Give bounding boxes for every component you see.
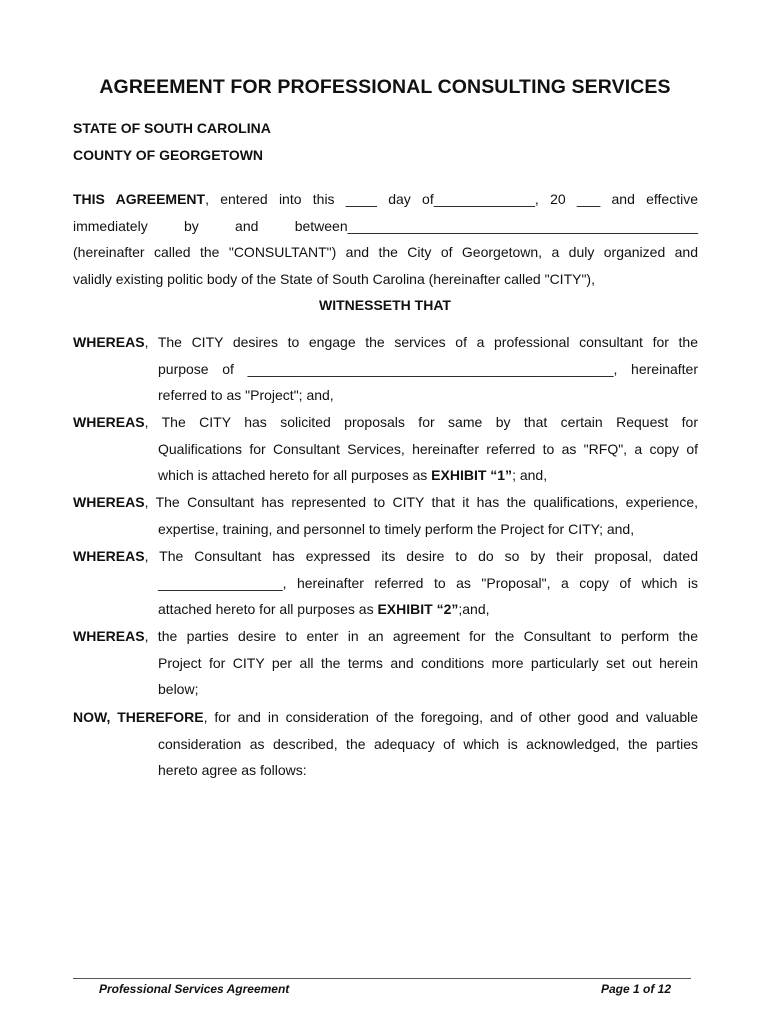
clause-line: Project for CITY per all the terms and conditions more particularly set out herein: [158, 654, 698, 671]
clause-first-line: NOW, THEREFORE, for and in consideration of the foregoing, and of other good and valuable: [73, 709, 699, 725]
whereas-clause-3: [73, 489, 698, 542]
intro-lead: THIS AGREEMENT: [73, 191, 206, 207]
clause-line: referred to as "Project"; and,: [158, 387, 334, 404]
state-heading: STATE OF SOUTH CAROLINA: [73, 120, 271, 136]
intro-line-3: (hereinafter called the "CONSULTANT") and the City of Georgetown, a duly organized and: [73, 244, 698, 261]
clause-line: purpose of _______________________________________________, hereinafter: [158, 360, 698, 377]
witnesseth-heading: WITNESSETH THAT: [319, 297, 451, 313]
clause-line: attached hereto for all purposes as EXHIBIT “2”;and,: [158, 601, 490, 618]
clause-line: expertise, training, and personnel to timely perform the Project for CITY; and,: [158, 520, 635, 537]
clause-first-line: WHEREAS, The Consultant has represented to CITY that it has the qualifications, experience,: [73, 494, 698, 510]
intro-paragraph: [73, 186, 698, 292]
exhibit-1-label: EXHIBIT “1”: [431, 467, 513, 484]
clause-line: consideration as described, the adequacy of which is acknowledged, the parties: [158, 735, 698, 752]
intro-line-4: validly existing politic body of the State of South Carolina (hereinafter called "CITY"),: [73, 270, 595, 287]
clause-first-line: WHEREAS, the parties desire to enter in an agreement for the Consultant to perform the: [73, 628, 698, 644]
page-number: Page 1 of 12: [600, 982, 671, 996]
intro-line-2: immediately by and between_____________________________________________: [73, 217, 698, 234]
clause-first-line: WHEREAS, The Consultant has expressed its desire to do so by their proposal, dated: [73, 548, 698, 564]
clause-line: below;: [158, 681, 199, 698]
footer-divider: [73, 978, 691, 979]
whereas-clause-5: [73, 623, 698, 703]
whereas-clause-1: [73, 329, 698, 409]
clause-first-line: WHEREAS, The CITY desires to engage the services of a professional consultant for the: [73, 334, 698, 350]
clause-line: hereto agree as follows:: [158, 762, 307, 779]
whereas-clause-2: [73, 409, 698, 489]
footer-title: Professional Services Agreement: [99, 982, 290, 996]
clause-line: which is attached hereto for all purposes as EXHIBIT “1”; and,: [158, 467, 548, 484]
page-title: AGREEMENT FOR PROFESSIONAL CONSULTING SERVICES: [99, 76, 671, 98]
clause-first-line: WHEREAS, The CITY has solicited proposals for same by that certain Request for: [73, 414, 698, 430]
intro-line-1: THIS AGREEMENT, entered into this ____ day of_____________, 20 ___ and effective: [73, 191, 698, 207]
now-therefore-clause: [73, 704, 698, 784]
clause-line: Qualifications for Consultant Services, hereinafter referred to as "RFQ", a copy of: [158, 440, 698, 457]
clause-line: ________________, hereinafter referred to as "Proposal", a copy of which is: [158, 574, 698, 591]
exhibit-2-label: EXHIBIT “2”: [377, 601, 459, 618]
county-heading: COUNTY OF GEORGETOWN: [73, 147, 264, 163]
whereas-clause-4: [73, 543, 698, 623]
